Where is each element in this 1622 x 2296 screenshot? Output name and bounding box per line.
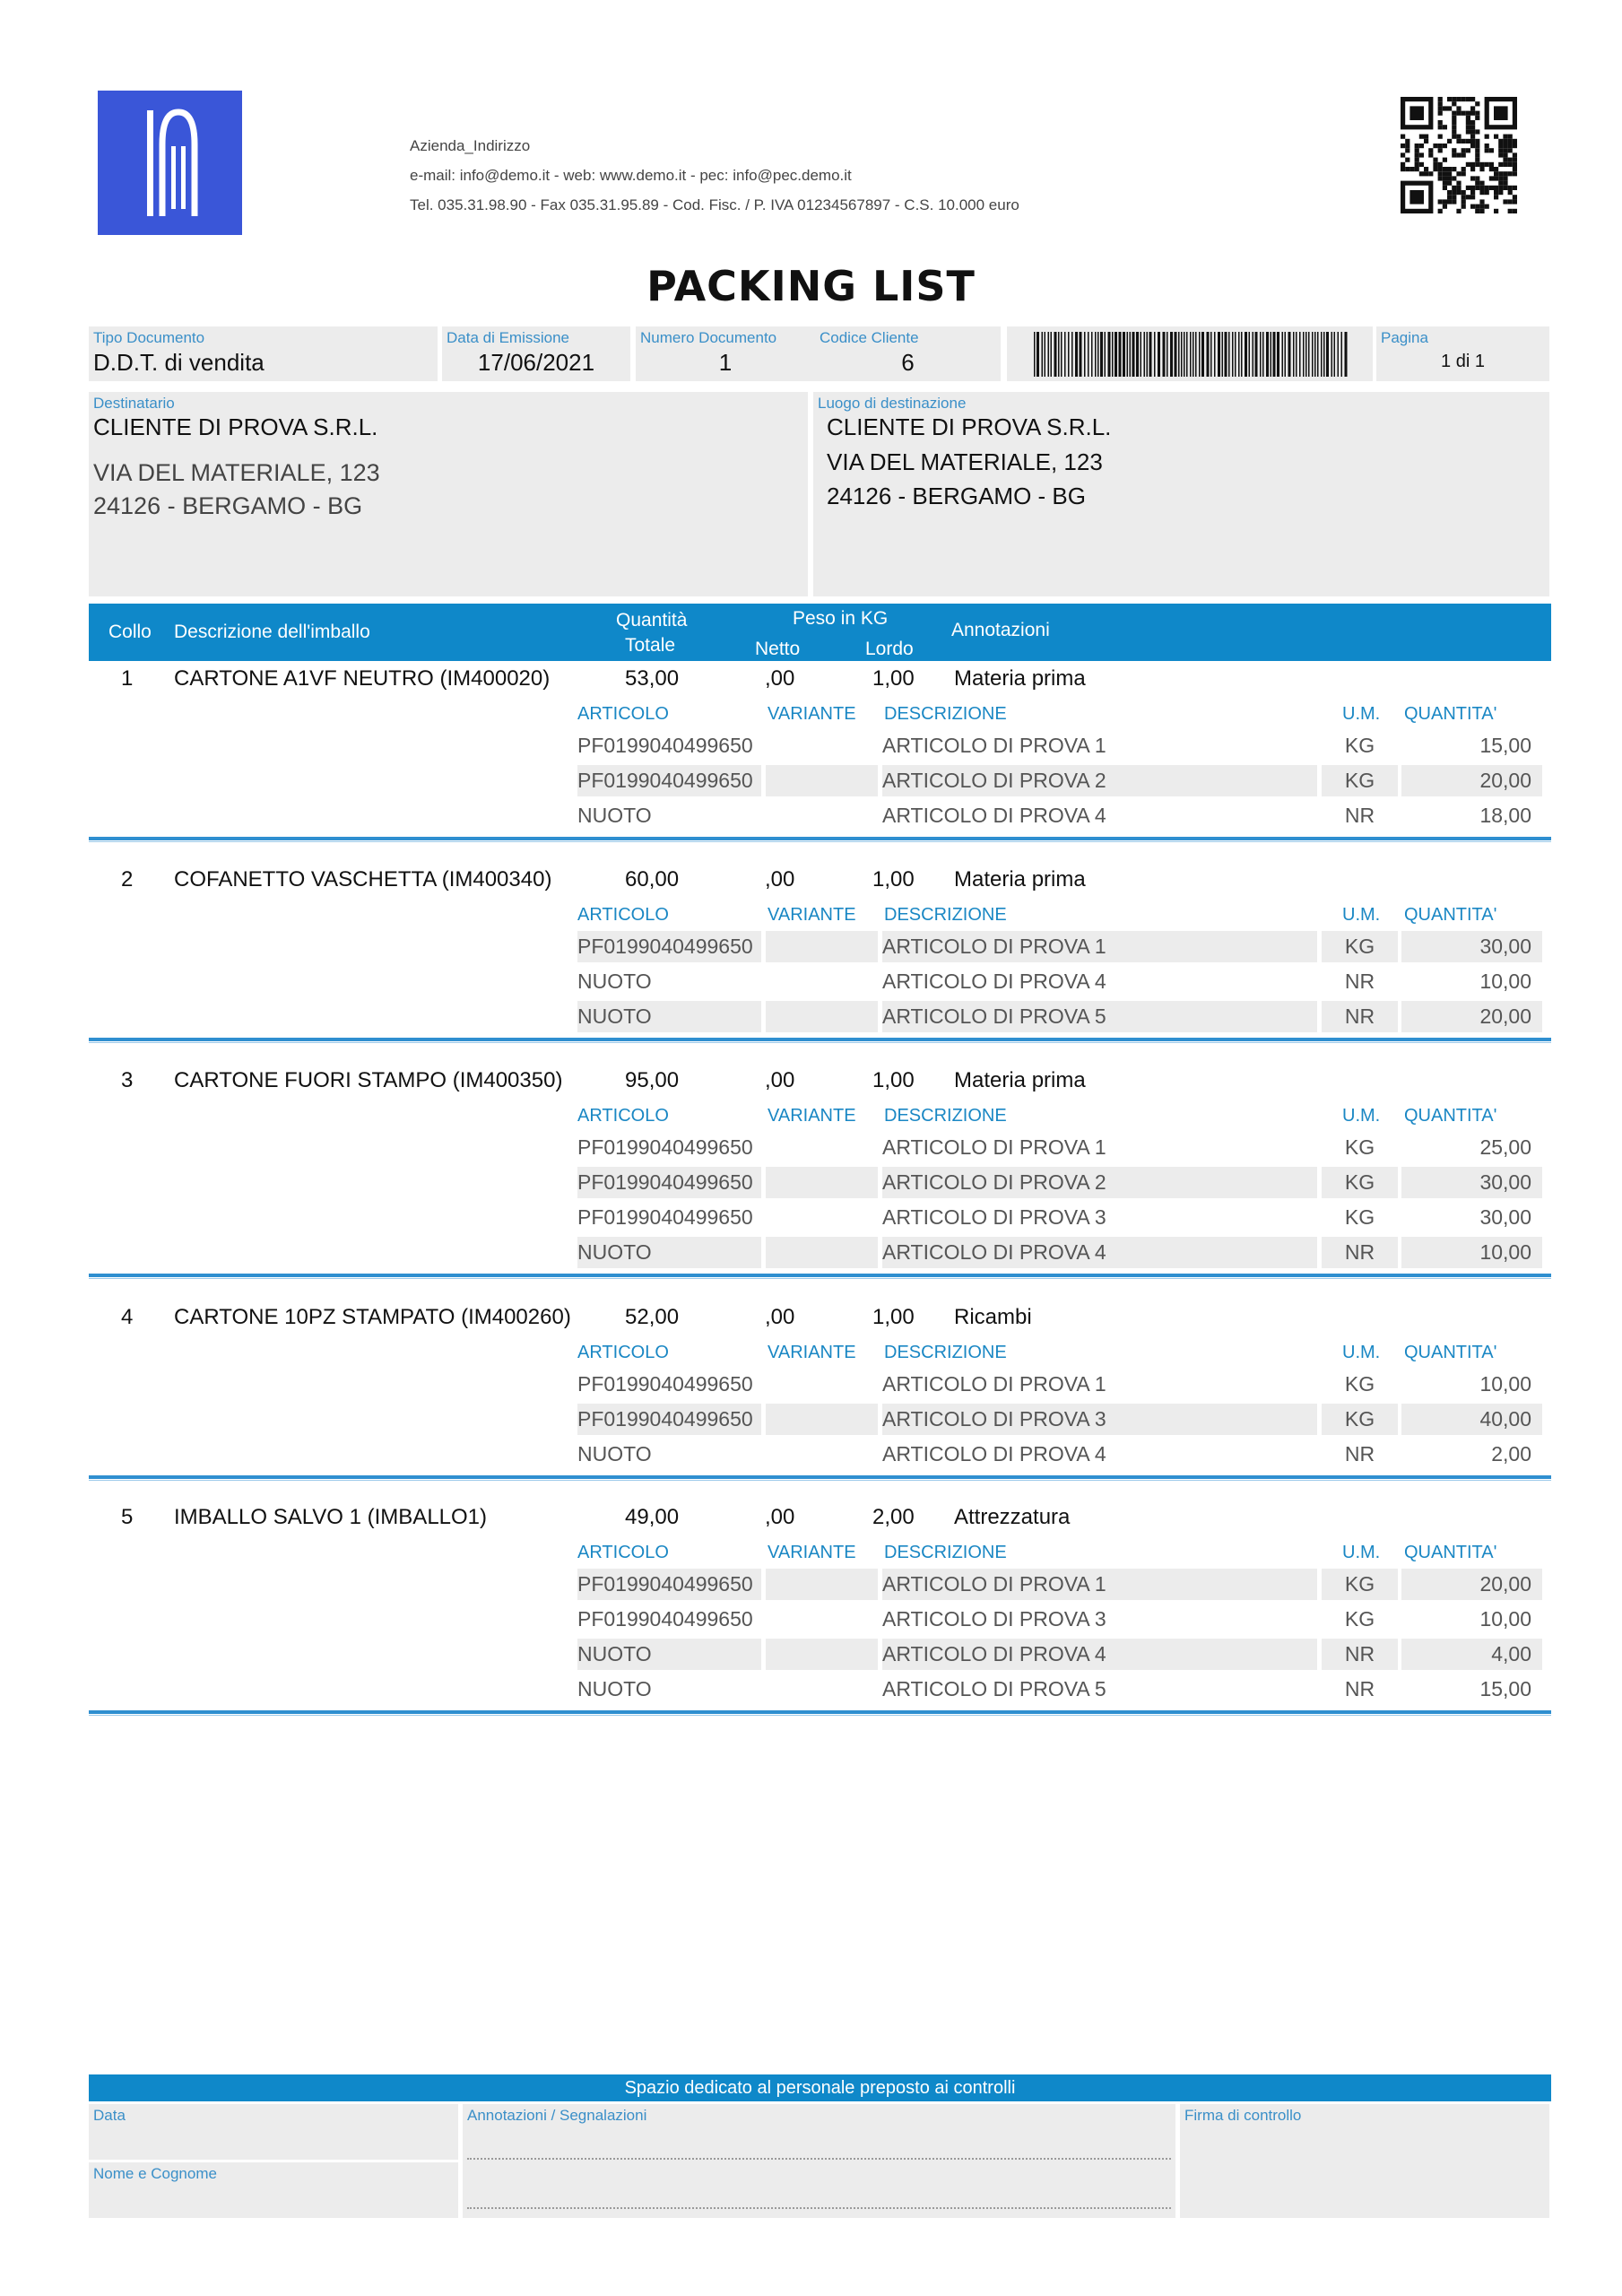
item-variante (766, 1674, 878, 1705)
item-variante (766, 1237, 878, 1268)
item-articolo: PF0199040499650 (577, 1569, 761, 1600)
package-annotazioni: Materia prima (954, 1068, 1086, 1092)
item-quantita: 30,00 (1401, 931, 1542, 962)
package-separator (89, 1038, 1551, 1041)
pagina-label: Pagina (1381, 329, 1428, 346)
item-articolo: PF0199040499650 (577, 765, 761, 796)
item-quantita: 10,00 (1479, 1372, 1531, 1396)
sub-header-variante: VARIANTE (768, 905, 856, 925)
tipo-documento-field (89, 326, 438, 381)
sub-header-descrizione: DESCRIZIONE (884, 1543, 1007, 1562)
item-articolo: PF0199040499650 (577, 1135, 753, 1159)
destinatario-label: Destinatario (93, 395, 175, 412)
package-separator (89, 837, 1551, 840)
item-descrizione: ARTICOLO DI PROVA 2 (882, 1167, 1317, 1198)
item-articolo: NUOTO (577, 1639, 761, 1670)
package-lordo: 2,00 (872, 1505, 915, 1529)
package-annotazioni: Materia prima (954, 666, 1086, 691)
item-articolo: PF0199040499650 (577, 1607, 753, 1631)
item-variante (766, 1167, 878, 1198)
annotazioni-line-1 (467, 2158, 1171, 2160)
pagina-field (1376, 326, 1549, 381)
sub-header-quantita: QUANTITA' (1404, 905, 1497, 925)
item-articolo: NUOTO (577, 1677, 652, 1700)
item-um: KG (1344, 734, 1375, 757)
codice-cliente-field (815, 326, 1001, 381)
item-variante (766, 1001, 878, 1032)
footer-firma-field (1180, 2104, 1549, 2218)
package-totale: 95,00 (625, 1068, 680, 1092)
item-variante (766, 765, 878, 796)
col-annotazioni: Annotazioni (951, 620, 1050, 640)
company-fiscal: Tel. 035.31.98.90 - Fax 035.31.95.89 - Cod. Fisc. / P. IVA 01234567897 - C.S. 10.000 euro (410, 196, 1019, 213)
item-descrizione: ARTICOLO DI PROVA 4 (882, 804, 1106, 827)
item-quantita: 25,00 (1479, 1135, 1531, 1159)
item-um: NR (1344, 1442, 1375, 1465)
sub-header-articolo: ARTICOLO (577, 905, 669, 925)
company-contacts: e-mail: info@demo.it - web: www.demo.it - pec: info@pec.demo.it (410, 167, 852, 184)
item-articolo: PF0199040499650 (577, 1372, 753, 1396)
item-articolo: PF0199040499650 (577, 1167, 761, 1198)
data-emissione-field (442, 326, 630, 381)
destinatario-box (89, 392, 808, 596)
package-lordo: 1,00 (872, 666, 915, 691)
item-um: KG (1322, 1569, 1398, 1600)
item-variante (766, 1439, 878, 1470)
sub-header-articolo: ARTICOLO (577, 1543, 669, 1562)
destinatario-name: CLIENTE DI PROVA S.R.L. (93, 413, 378, 440)
package-row (89, 863, 1551, 899)
item-variante (766, 1569, 878, 1600)
item-variante (766, 730, 878, 761)
package-descrizione: CARTONE 10PZ STAMPATO (IM400260) (174, 1305, 571, 1329)
item-um: KG (1322, 1167, 1398, 1198)
item-quantita: 15,00 (1479, 734, 1531, 757)
col-peso: Peso in KG (793, 608, 889, 629)
codice-cliente-label: Codice Cliente (820, 329, 919, 346)
item-quantita: 30,00 (1401, 1167, 1542, 1198)
package-separator (89, 1475, 1551, 1479)
package-collo: 2 (121, 867, 134, 891)
barcode-icon (1034, 332, 1348, 377)
package-row (89, 1064, 1551, 1100)
package-collo: 1 (121, 666, 134, 691)
item-articolo: PF0199040499650 (577, 931, 761, 962)
item-quantita: 20,00 (1401, 1001, 1542, 1032)
item-variante (766, 1369, 878, 1400)
numero-documento-field (636, 326, 815, 381)
codice-cliente-value: 6 (901, 349, 915, 376)
footer-nome-field (89, 2162, 458, 2218)
package-collo: 4 (121, 1305, 134, 1329)
item-descrizione: ARTICOLO DI PROVA 3 (882, 1404, 1317, 1435)
destinazione-street: VIA DEL MATERIALE, 123 (827, 448, 1103, 475)
package-netto: ,00 (765, 1068, 795, 1092)
sub-header-articolo: ARTICOLO (577, 1343, 669, 1362)
item-quantita: 20,00 (1401, 765, 1542, 796)
package-descrizione: IMBALLO SALVO 1 (IMBALLO1) (174, 1505, 488, 1529)
footer-annotazioni-field (463, 2104, 1175, 2218)
package-descrizione: CARTONE A1VF NEUTRO (IM400020) (174, 666, 551, 691)
package-netto: ,00 (765, 1505, 795, 1529)
item-quantita: 30,00 (1479, 1205, 1531, 1229)
tipo-documento-value: D.D.T. di vendita (93, 349, 265, 376)
company-address: Azienda_Indirizzo (410, 137, 531, 154)
package-row (89, 662, 1551, 698)
package-collo: 3 (121, 1068, 134, 1092)
logo-icon (98, 91, 242, 235)
item-um: NR (1344, 1677, 1375, 1700)
item-um: NR (1344, 970, 1375, 993)
item-quantita: 18,00 (1479, 804, 1531, 827)
item-quantita: 40,00 (1401, 1404, 1542, 1435)
item-descrizione: ARTICOLO DI PROVA 4 (882, 1639, 1317, 1670)
sub-header-variante: VARIANTE (768, 1543, 856, 1562)
sub-header-um: U.M. (1342, 1106, 1381, 1126)
item-um: KG (1322, 1404, 1398, 1435)
footer-title: Spazio dedicato al personale preposto ai controlli (89, 2074, 1551, 2101)
item-descrizione: ARTICOLO DI PROVA 3 (882, 1607, 1106, 1631)
item-quantita: 4,00 (1401, 1639, 1542, 1670)
item-descrizione: ARTICOLO DI PROVA 1 (882, 931, 1317, 962)
item-descrizione: ARTICOLO DI PROVA 5 (882, 1001, 1317, 1032)
package-annotazioni: Ricambi (954, 1305, 1032, 1329)
package-descrizione: CARTONE FUORI STAMPO (IM400350) (174, 1068, 563, 1092)
package-totale: 52,00 (625, 1305, 680, 1329)
package-descrizione: COFANETTO VASCHETTA (IM400340) (174, 867, 552, 891)
company-info (410, 131, 1019, 220)
item-articolo: PF0199040499650 (577, 1205, 753, 1229)
package-collo: 5 (121, 1505, 134, 1529)
destinatario-street: VIA DEL MATERIALE, 123 (93, 459, 380, 486)
destinatario-city: 24126 - BERGAMO - BG (93, 492, 363, 519)
item-um: KG (1322, 765, 1398, 796)
item-quantita: 20,00 (1401, 1569, 1542, 1600)
sub-header-quantita: QUANTITA' (1404, 704, 1497, 724)
package-row (89, 1500, 1551, 1536)
item-variante (766, 931, 878, 962)
pagina-value: 1 di 1 (1441, 352, 1485, 371)
sub-header-articolo: ARTICOLO (577, 1106, 669, 1126)
footer-nome-label: Nome e Cognome (93, 2165, 217, 2182)
item-articolo: NUOTO (577, 804, 652, 827)
page-title: PACKING LIST (646, 262, 976, 310)
item-variante (766, 800, 878, 831)
barcode-field (1007, 326, 1373, 381)
package-annotazioni: Materia prima (954, 867, 1086, 891)
item-um: NR (1322, 1001, 1398, 1032)
package-lordo: 1,00 (872, 1305, 915, 1329)
item-um: KG (1344, 1135, 1375, 1159)
item-descrizione: ARTICOLO DI PROVA 4 (882, 1237, 1317, 1268)
item-descrizione: ARTICOLO DI PROVA 4 (882, 970, 1106, 993)
item-articolo: NUOTO (577, 970, 652, 993)
sub-header-descrizione: DESCRIZIONE (884, 905, 1007, 925)
sub-header-quantita: QUANTITA' (1404, 1543, 1497, 1562)
sub-header-um: U.M. (1342, 1343, 1381, 1362)
item-um: NR (1322, 1639, 1398, 1670)
annotazioni-line-2 (467, 2207, 1171, 2209)
item-um: KG (1322, 931, 1398, 962)
sub-header-articolo: ARTICOLO (577, 704, 669, 724)
package-row (89, 1300, 1551, 1336)
package-lordo: 1,00 (872, 1068, 915, 1092)
item-descrizione: ARTICOLO DI PROVA 2 (882, 765, 1317, 796)
item-variante (766, 1404, 878, 1435)
sub-header-quantita: QUANTITA' (1404, 1343, 1497, 1362)
col-totale: Totale (625, 635, 676, 656)
package-totale: 60,00 (625, 867, 680, 891)
item-variante (766, 1639, 878, 1670)
destinazione-city: 24126 - BERGAMO - BG (827, 483, 1086, 509)
item-descrizione: ARTICOLO DI PROVA 1 (882, 1569, 1317, 1600)
item-quantita: 10,00 (1479, 970, 1531, 993)
item-articolo: NUOTO (577, 1237, 761, 1268)
col-collo: Collo (108, 622, 152, 642)
package-netto: ,00 (765, 666, 795, 691)
table-header (89, 604, 1551, 661)
footer-data-field (89, 2104, 458, 2160)
package-separator (89, 1710, 1551, 1714)
package-netto: ,00 (765, 1305, 795, 1329)
item-um: NR (1344, 804, 1375, 827)
item-articolo: PF0199040499650 (577, 734, 753, 757)
package-separator (89, 1274, 1551, 1277)
col-lordo: Lordo (865, 639, 914, 659)
footer-annotazioni-label: Annotazioni / Segnalazioni (467, 2107, 647, 2124)
sub-header-descrizione: DESCRIZIONE (884, 1343, 1007, 1362)
item-variante (766, 966, 878, 997)
footer-data-label: Data (93, 2107, 126, 2124)
numero-documento-label: Numero Documento (640, 329, 777, 346)
item-variante (766, 1132, 878, 1163)
sub-header-um: U.M. (1342, 1543, 1381, 1562)
sub-header-um: U.M. (1342, 704, 1381, 724)
package-netto: ,00 (765, 867, 795, 891)
package-lordo: 1,00 (872, 867, 915, 891)
item-quantita: 10,00 (1479, 1607, 1531, 1631)
sub-header-variante: VARIANTE (768, 1106, 856, 1126)
item-descrizione: ARTICOLO DI PROVA 5 (882, 1677, 1106, 1700)
item-quantita: 15,00 (1479, 1677, 1531, 1700)
item-descrizione: ARTICOLO DI PROVA 4 (882, 1442, 1106, 1465)
item-variante (766, 1202, 878, 1233)
item-variante (766, 1604, 878, 1635)
sub-header-descrizione: DESCRIZIONE (884, 1106, 1007, 1126)
item-descrizione: ARTICOLO DI PROVA 1 (882, 1372, 1106, 1396)
item-um: NR (1322, 1237, 1398, 1268)
qr-code-icon (1401, 97, 1517, 213)
item-um: KG (1344, 1205, 1375, 1229)
col-descrizione: Descrizione dell'imballo (174, 622, 370, 642)
data-emissione-value: 17/06/2021 (477, 349, 595, 376)
destinazione-box (813, 392, 1549, 596)
sub-header-descrizione: DESCRIZIONE (884, 704, 1007, 724)
footer-firma-label: Firma di controllo (1184, 2107, 1302, 2124)
destinazione-label: Luogo di destinazione (818, 395, 967, 412)
company-logo (98, 91, 242, 235)
item-quantita: 2,00 (1491, 1442, 1531, 1465)
sub-header-quantita: QUANTITA' (1404, 1106, 1497, 1126)
item-um: KG (1344, 1372, 1375, 1396)
package-annotazioni: Attrezzatura (954, 1505, 1071, 1529)
col-netto: Netto (755, 639, 801, 659)
item-descrizione: ARTICOLO DI PROVA 3 (882, 1205, 1106, 1229)
numero-documento-value: 1 (718, 349, 733, 376)
package-totale: 49,00 (625, 1505, 680, 1529)
data-emissione-label: Data di Emissione (447, 329, 570, 346)
item-descrizione: ARTICOLO DI PROVA 1 (882, 734, 1106, 757)
item-articolo: NUOTO (577, 1001, 761, 1032)
item-articolo: NUOTO (577, 1442, 652, 1465)
item-um: KG (1344, 1607, 1375, 1631)
destinazione-name: CLIENTE DI PROVA S.R.L. (827, 413, 1112, 440)
col-quantita: Quantità (616, 610, 688, 631)
package-totale: 53,00 (625, 666, 680, 691)
item-descrizione: ARTICOLO DI PROVA 1 (882, 1135, 1106, 1159)
sub-header-variante: VARIANTE (768, 704, 856, 724)
tipo-documento-label: Tipo Documento (93, 329, 205, 346)
item-quantita: 10,00 (1401, 1237, 1542, 1268)
item-articolo: PF0199040499650 (577, 1404, 761, 1435)
sub-header-variante: VARIANTE (768, 1343, 856, 1362)
sub-header-um: U.M. (1342, 905, 1381, 925)
